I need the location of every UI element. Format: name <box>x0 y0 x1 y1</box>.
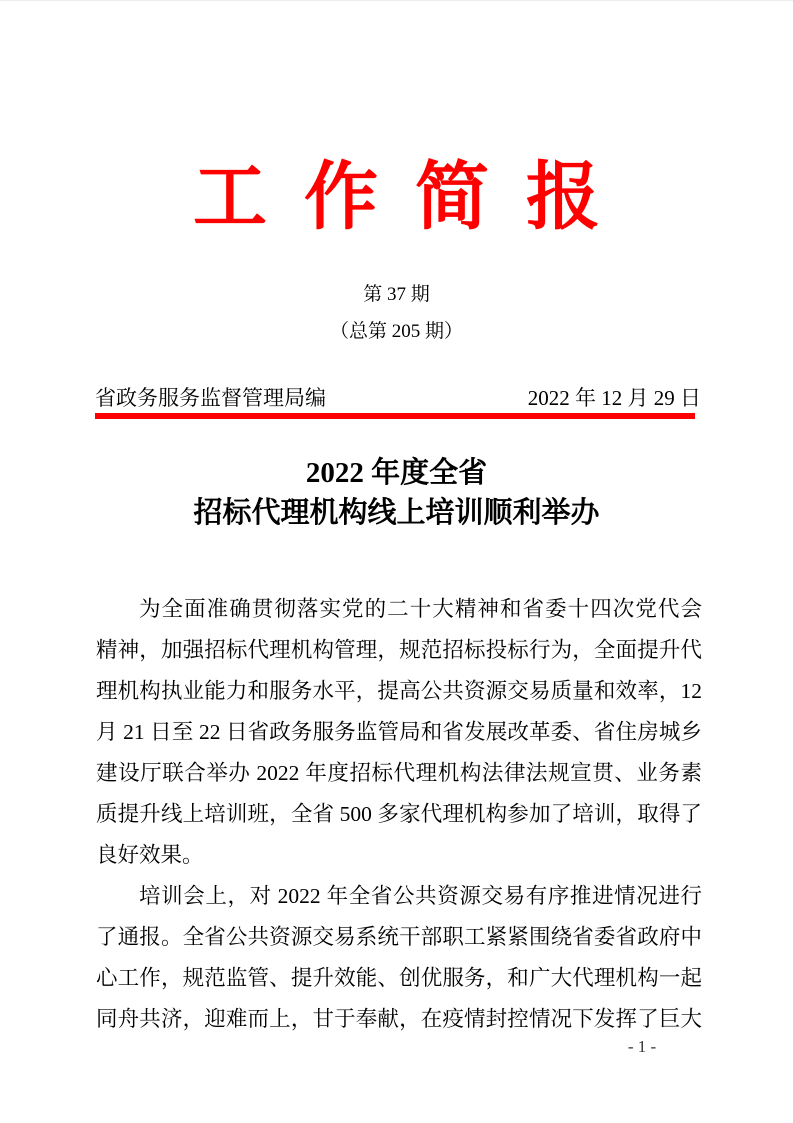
article-title <box>0 453 793 533</box>
article-title-line1: 2022 年度全省 <box>305 457 488 489</box>
editor-name: 省政务服务监督管理局编 <box>95 386 326 410</box>
page-number: - 1 - <box>627 1037 657 1056</box>
body-line: 理机构执业能力和服务水平，提高公共资源交易质量和效率，12 <box>96 679 702 703</box>
publish-date: 2022 年 12 月 29 日 <box>527 386 701 410</box>
body-line: 建设厅联合举办 2022 年度招标代理机构法律法规宣贯、业务素 <box>96 761 702 785</box>
article-body <box>96 589 702 1040</box>
body-line: 培训会上，对 2022 年全省公共资源交易有序推进情况进行 <box>139 884 702 908</box>
body-line: 月 21 日至 22 日省政务服务监管局和省发展改革委、省住房城乡 <box>96 720 702 744</box>
red-divider-rule <box>95 413 695 419</box>
issue-total-number: （总第 205 期） <box>329 321 463 342</box>
editor-date-row <box>95 384 701 412</box>
article-title-line2: 招标代理机构线上培训顺利举办 <box>193 497 600 529</box>
body-line: 良好效果。 <box>96 843 204 867</box>
body-line: 精神，加强招标代理机构管理，规范招标投标行为，全面提升代 <box>96 638 702 662</box>
body-line: 为全面准确贯彻落实党的二十大精神和省委十四次党代会 <box>139 597 702 621</box>
issue-number: 第 37 期 <box>363 284 430 305</box>
bulletin-masthead <box>0 151 793 243</box>
body-line: 同舟共济，迎难而上，甘于奉献，在疫情封控情况下发挥了巨大 <box>96 1007 702 1031</box>
body-line: 心工作，规范监管、提升效能、创优服务，和广大代理机构一起 <box>96 966 702 990</box>
body-line: 质提升线上培训班，全省 500 多家代理机构参加了培训，取得了 <box>96 802 702 826</box>
body-line: 了通报。全省公共资源交易系统干部职工紧紧围绕省委省政府中 <box>96 925 702 949</box>
bulletin-masthead-text: 工作简报 <box>193 155 637 238</box>
